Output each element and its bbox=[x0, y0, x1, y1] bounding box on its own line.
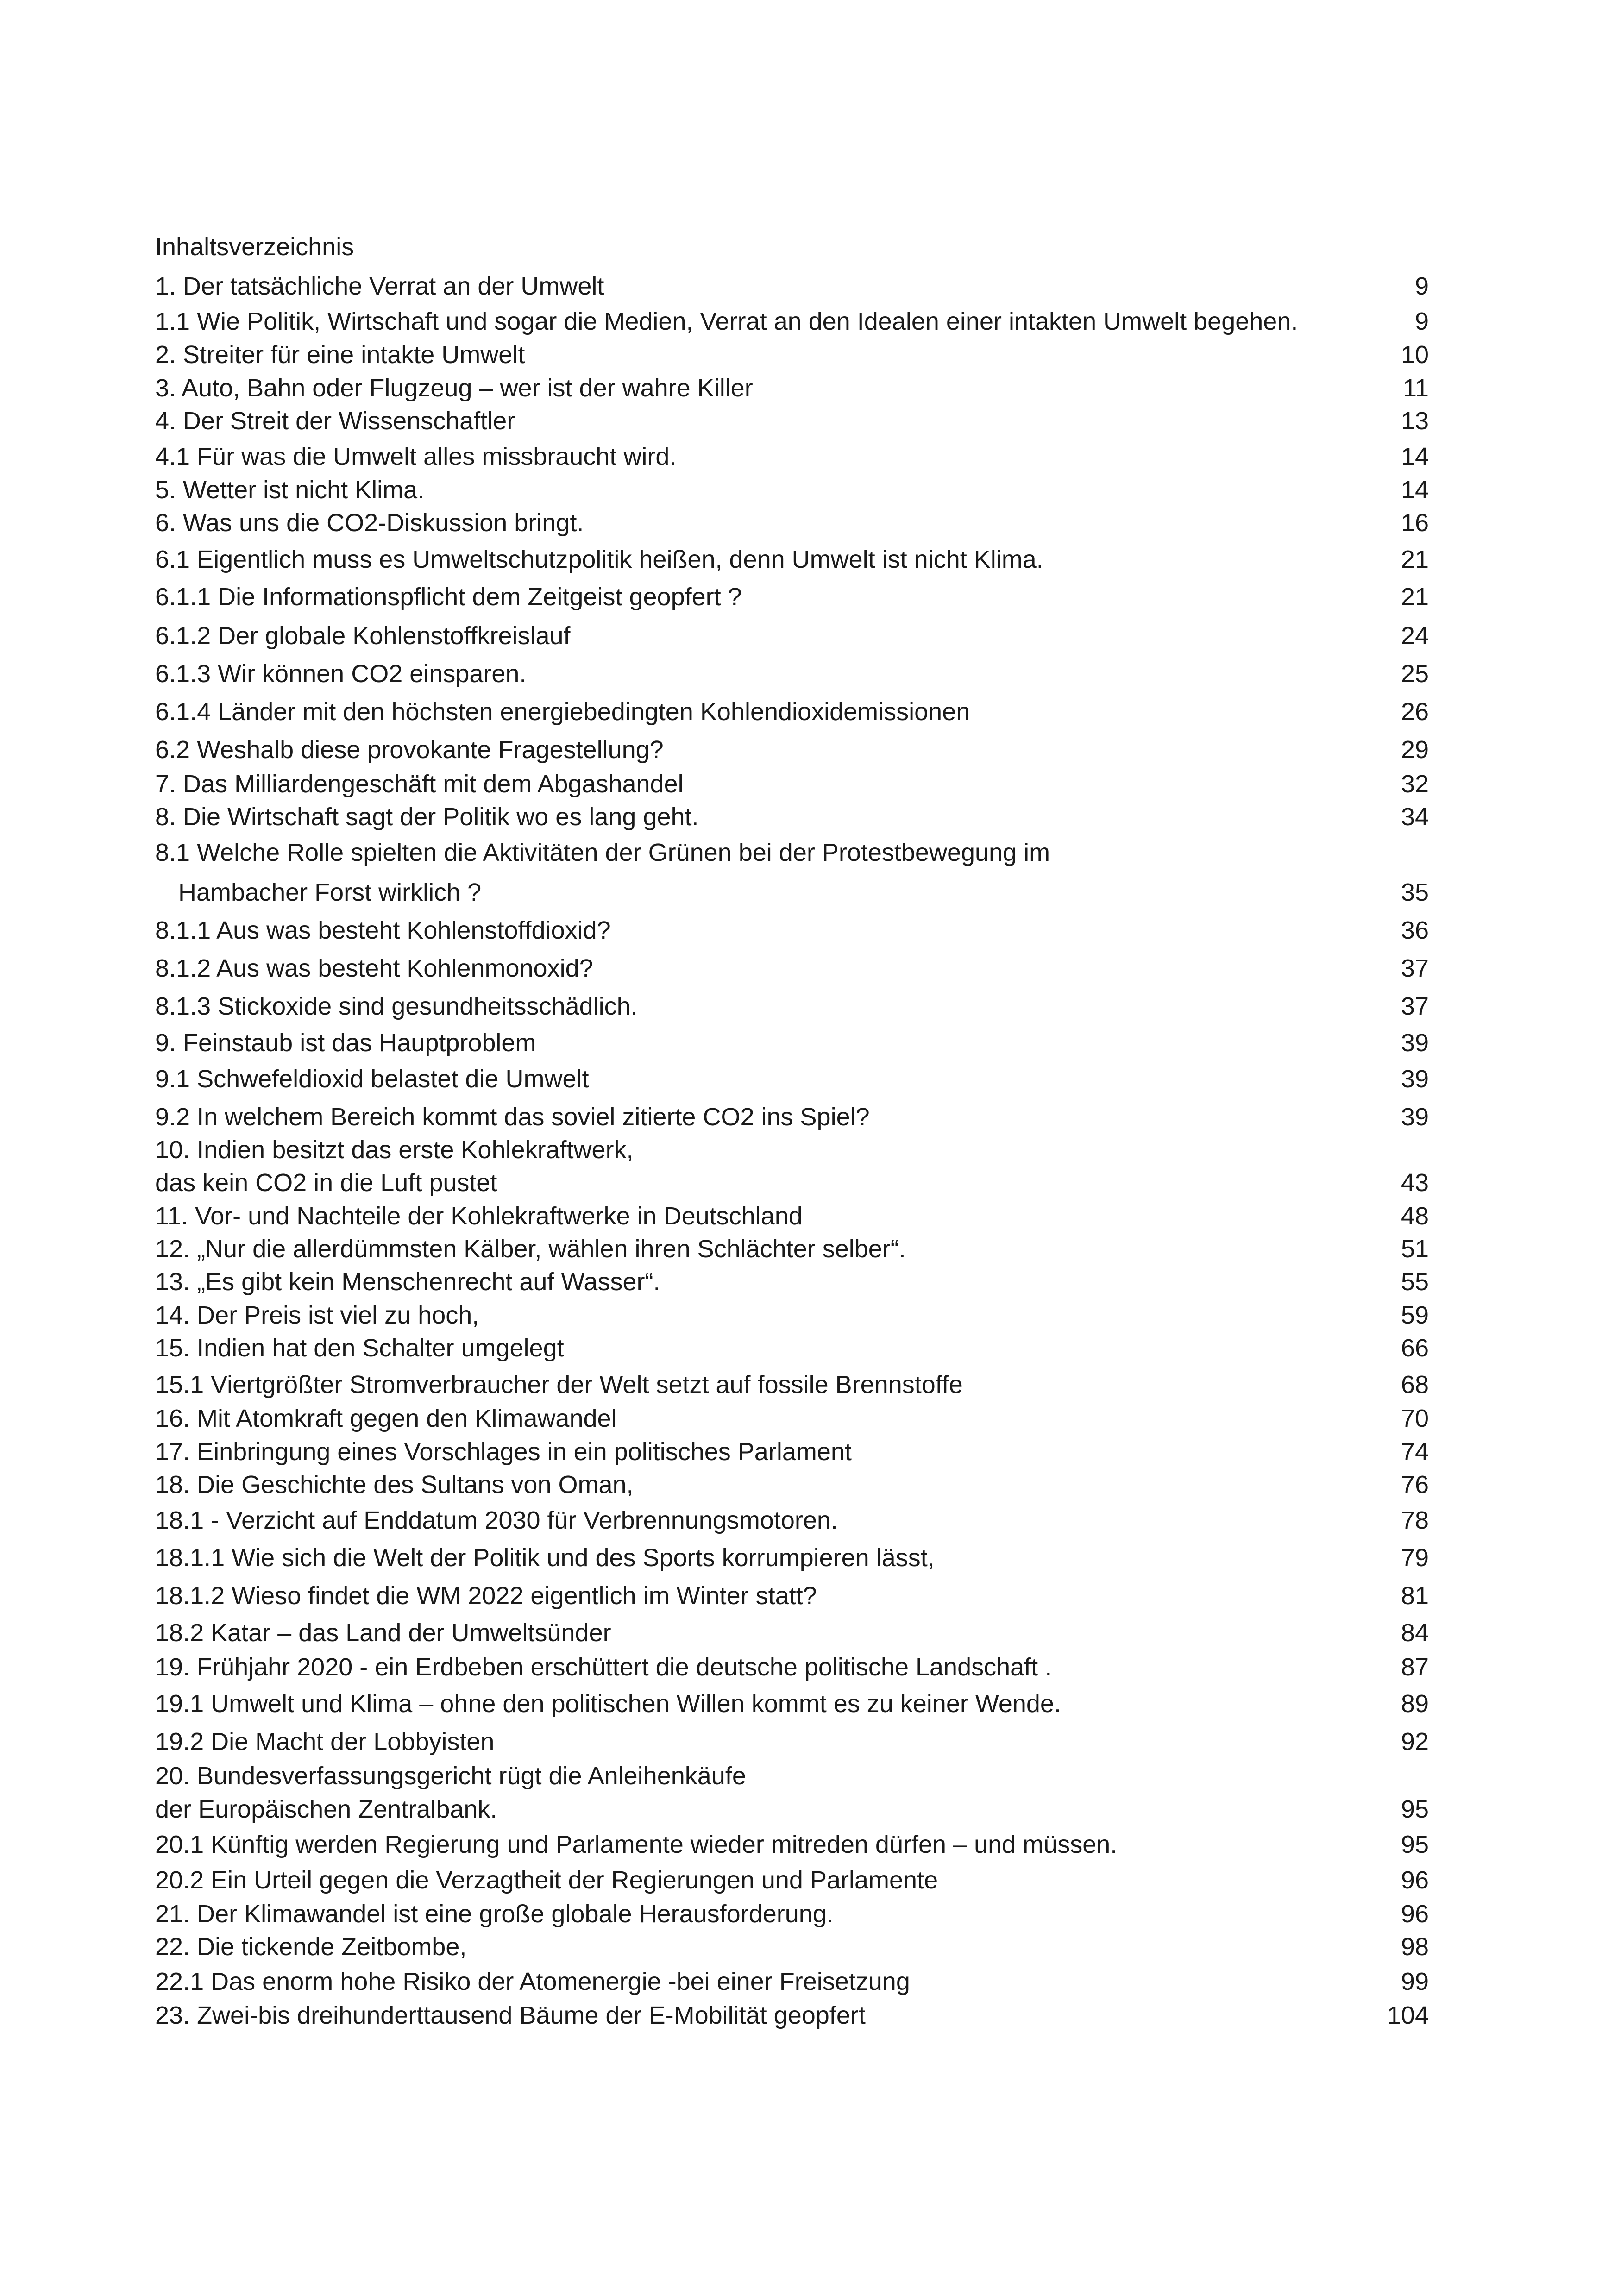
toc-entry-title: 19. Frühjahr 2020 - ein Erdbeben erschüttert die deutsche politische Landschaft . bbox=[155, 1653, 1052, 1681]
toc-entry-page: 84 bbox=[1401, 1619, 1429, 1647]
toc-entry-page: 11 bbox=[1402, 374, 1429, 402]
toc-entry-page: 29 bbox=[1401, 736, 1429, 764]
toc-entry bbox=[155, 1760, 1429, 1792]
toc-entry bbox=[155, 1436, 1429, 1468]
toc-entry-page: 99 bbox=[1401, 1968, 1429, 1995]
toc-entry bbox=[155, 734, 1429, 766]
toc-entry-page: 66 bbox=[1401, 1334, 1429, 1362]
toc-entry-page: 39 bbox=[1401, 1065, 1429, 1093]
toc-entry bbox=[155, 1542, 1429, 1574]
toc-entry-title: 14. Der Preis ist viel zu hoch, bbox=[155, 1301, 479, 1329]
toc-entry-page: 74 bbox=[1401, 1438, 1429, 1466]
toc-entry-page: 37 bbox=[1401, 954, 1429, 982]
toc-entry-page: 26 bbox=[1401, 698, 1429, 726]
toc-entry-title: 19.1 Umwelt und Klima – ohne den politischen Willen kommt es zu keiner Wende. bbox=[155, 1690, 1061, 1718]
toc-entry-title: 10. Indien besitzt das erste Kohlekraftwerk, bbox=[155, 1136, 634, 1164]
toc-entry-title: 8.1.2 Aus was besteht Kohlenmonoxid? bbox=[155, 954, 593, 982]
toc-entry-page: 87 bbox=[1401, 1653, 1429, 1681]
toc-entry bbox=[155, 474, 1429, 506]
toc-entry-title: 23. Zwei-bis dreihunderttausend Bäume der E-Mobilität geopfert bbox=[155, 2001, 866, 2029]
toc-entry bbox=[155, 405, 1429, 437]
toc-entry-page: 32 bbox=[1401, 770, 1429, 798]
toc-entry-page: 43 bbox=[1401, 1169, 1429, 1197]
toc-entry bbox=[155, 581, 1429, 613]
toc-entry-page: 34 bbox=[1401, 803, 1429, 831]
toc-entry bbox=[155, 339, 1429, 371]
toc-entry bbox=[155, 1299, 1429, 1331]
toc-entry bbox=[155, 1617, 1429, 1649]
toc-entry bbox=[155, 1063, 1429, 1095]
toc-entry bbox=[155, 1580, 1429, 1612]
table-of-contents bbox=[155, 231, 1429, 2083]
toc-entry-title: 9.2 In welchem Bereich kommt das soviel zitierte CO2 ins Spiel? bbox=[155, 1103, 870, 1131]
toc-entry bbox=[155, 1233, 1429, 1265]
toc-entry-title: das kein CO2 in die Luft pustet bbox=[155, 1169, 497, 1197]
toc-entry bbox=[155, 1965, 1429, 1998]
toc-entry-title: 15. Indien hat den Schalter umgelegt bbox=[155, 1334, 564, 1362]
toc-entry-title: 22.1 Das enorm hohe Risiko der Atomenergie -bei einer Freisetzung bbox=[155, 1968, 910, 1995]
toc-entry bbox=[155, 876, 1429, 909]
toc-entry bbox=[155, 1134, 1429, 1166]
toc-entry bbox=[155, 658, 1429, 690]
toc-entry-page: 13 bbox=[1401, 407, 1429, 435]
toc-entry-title: 15.1 Viertgrößter Stromverbraucher der Welt setzt auf fossile Brennstoffe bbox=[155, 1371, 963, 1399]
toc-entry-title: der Europäischen Zentralbank. bbox=[155, 1795, 497, 1823]
toc-entry-page: 14 bbox=[1401, 476, 1429, 504]
toc-entry-title: 4. Der Streit der Wissenschaftler bbox=[155, 407, 515, 435]
toc-entry bbox=[155, 1931, 1429, 1963]
toc-entry bbox=[155, 1402, 1429, 1435]
toc-entry-page: 96 bbox=[1401, 1900, 1429, 1928]
toc-entry-title: 6. Was uns die CO2-Diskussion bringt. bbox=[155, 509, 584, 537]
toc-entry-title: 11. Vor- und Nachteile der Kohlekraftwerke in Deutschland bbox=[155, 1202, 803, 1230]
toc-entry-title: 16. Mit Atomkraft gegen den Klimawandel bbox=[155, 1405, 617, 1432]
toc-entry bbox=[155, 768, 1429, 800]
toc-entry bbox=[155, 1332, 1429, 1364]
toc-entry bbox=[155, 696, 1429, 728]
toc-entry bbox=[155, 305, 1429, 338]
toc-entry-title: 18.1.2 Wieso findet die WM 2022 eigentlich im Winter statt? bbox=[155, 1582, 817, 1610]
toc-entry-page: 68 bbox=[1401, 1371, 1429, 1399]
toc-entry-title: 2. Streiter für eine intakte Umwelt bbox=[155, 341, 525, 369]
toc-entry-title: 17. Einbringung eines Vorschlages in ein politisches Parlament bbox=[155, 1438, 852, 1466]
toc-entry-page: 79 bbox=[1401, 1544, 1429, 1572]
toc-entry-page: 81 bbox=[1401, 1582, 1429, 1610]
toc-entry bbox=[155, 1651, 1429, 1683]
toc-entry-page: 24 bbox=[1401, 622, 1429, 650]
toc-entry bbox=[155, 1200, 1429, 1232]
toc-entry bbox=[155, 440, 1429, 473]
toc-entry-title: 18.1.1 Wie sich die Welt der Politik und des Sports korrumpieren lässt, bbox=[155, 1544, 935, 1572]
toc-entry bbox=[155, 270, 1429, 302]
toc-entry-title: 20.2 Ein Urteil gegen die Verzagtheit der Regierungen und Parlamente bbox=[155, 1866, 938, 1894]
toc-entry bbox=[155, 990, 1429, 1023]
toc-entry-title: 8.1.1 Aus was besteht Kohlenstoffdioxid? bbox=[155, 916, 611, 944]
toc-entry bbox=[155, 1027, 1429, 1059]
toc-entry-page: 35 bbox=[1401, 878, 1429, 906]
toc-entry-page: 37 bbox=[1401, 992, 1429, 1020]
toc-entry-page: 70 bbox=[1401, 1405, 1429, 1432]
toc-entry-page: 39 bbox=[1401, 1103, 1429, 1131]
toc-entry-title: 6.1.1 Die Informationspflicht dem Zeitgeist geopfert ? bbox=[155, 583, 742, 611]
toc-entry-title: 6.1.3 Wir können CO2 einsparen. bbox=[155, 660, 527, 688]
toc-entry-title: 3. Auto, Bahn oder Flugzeug – wer ist der wahre Killer bbox=[155, 374, 753, 402]
toc-entry bbox=[155, 543, 1429, 576]
toc-entry-title: 1. Der tatsächliche Verrat an der Umwelt bbox=[155, 272, 604, 300]
toc-entry-page: 78 bbox=[1401, 1506, 1429, 1534]
toc-entry-title: 1.1 Wie Politik, Wirtschaft und sogar die Medien, Verrat an den Idealen einer intakten Umwelt begehen. bbox=[155, 307, 1298, 335]
toc-entry-page: 95 bbox=[1401, 1831, 1429, 1858]
toc-entry bbox=[155, 1468, 1429, 1501]
toc-entry bbox=[155, 801, 1429, 833]
toc-entry bbox=[155, 1999, 1429, 2032]
toc-entry-title: 7. Das Milliardengeschäft mit dem Abgashandel bbox=[155, 770, 684, 798]
toc-entry-page: 36 bbox=[1401, 916, 1429, 944]
toc-entry-page: 76 bbox=[1401, 1471, 1429, 1499]
toc-entry-title: 6.1.2 Der globale Kohlenstoffkreislauf bbox=[155, 622, 571, 650]
toc-entry-page: 25 bbox=[1401, 660, 1429, 688]
toc-entry-title: 9. Feinstaub ist das Hauptproblem bbox=[155, 1029, 536, 1057]
toc-entry-title: 6.1.4 Länder mit den höchsten energiebedingten Kohlendioxidemissionen bbox=[155, 698, 970, 726]
toc-entry bbox=[155, 507, 1429, 539]
toc-entry-title: 19.2 Die Macht der Lobbyisten bbox=[155, 1728, 495, 1756]
toc-entry bbox=[155, 1504, 1429, 1537]
toc-entry bbox=[155, 1864, 1429, 1896]
toc-entry-title: Hambacher Forst wirklich ? bbox=[178, 878, 482, 906]
toc-entry-title: 12. „Nur die allerdümmsten Kälber, wählen ihren Schlächter selber“. bbox=[155, 1235, 906, 1263]
toc-entry bbox=[155, 1101, 1429, 1133]
toc-entry bbox=[155, 372, 1429, 404]
toc-entry-title: 4.1 Für was die Umwelt alles missbraucht wird. bbox=[155, 443, 677, 470]
toc-entry-page: 14 bbox=[1401, 443, 1429, 470]
toc-entry bbox=[155, 836, 1429, 869]
toc-entry-page: 10 bbox=[1401, 341, 1429, 369]
toc-entry-page: 98 bbox=[1401, 1933, 1429, 1961]
toc-entry-title: 8. Die Wirtschaft sagt der Politik wo es lang geht. bbox=[155, 803, 699, 831]
toc-entry-title: 13. „Es gibt kein Menschenrecht auf Wasser“. bbox=[155, 1268, 660, 1296]
toc-entry-title: 20.1 Künftig werden Regierung und Parlamente wieder mitreden dürfen – und müssen. bbox=[155, 1831, 1118, 1858]
toc-entry bbox=[155, 1828, 1429, 1861]
toc-entry-title: 20. Bundesverfassungsgericht rügt die Anleihenkäufe bbox=[155, 1762, 746, 1790]
toc-entry-title: 8.1 Welche Rolle spielten die Aktivitäten der Grünen bei der Protestbewegung im bbox=[155, 839, 1050, 866]
toc-entry-title: 21. Der Klimawandel ist eine große globale Herausforderung. bbox=[155, 1900, 834, 1928]
toc-entry-page: 59 bbox=[1401, 1301, 1429, 1329]
toc-entry bbox=[155, 1266, 1429, 1298]
toc-entry-page: 95 bbox=[1401, 1795, 1429, 1823]
toc-entry-page: 39 bbox=[1401, 1029, 1429, 1057]
toc-entry-page: 51 bbox=[1401, 1235, 1429, 1263]
toc-entry-page: 92 bbox=[1401, 1728, 1429, 1756]
toc-entry-title: 18.1 - Verzicht auf Enddatum 2030 für Verbrennungsmotoren. bbox=[155, 1506, 838, 1534]
toc-entry-page: 9 bbox=[1414, 272, 1429, 300]
toc-entry-page: 48 bbox=[1401, 1202, 1429, 1230]
toc-entry-title: 9.1 Schwefeldioxid belastet die Umwelt bbox=[155, 1065, 589, 1093]
toc-entry bbox=[155, 1167, 1429, 1199]
toc-entry-title: 6.2 Weshalb diese provokante Fragestellung? bbox=[155, 736, 664, 764]
toc-entry bbox=[155, 914, 1429, 947]
toc-entry-title: 8.1.3 Stickoxide sind gesundheitsschädlich. bbox=[155, 992, 638, 1020]
toc-entry bbox=[155, 620, 1429, 652]
toc-entry-title: 6.1 Eigentlich muss es Umweltschutzpolitik heißen, denn Umwelt ist nicht Klima. bbox=[155, 546, 1043, 573]
toc-entry bbox=[155, 1725, 1429, 1758]
toc-entry-page: 16 bbox=[1401, 509, 1429, 537]
toc-entry-page: 9 bbox=[1414, 307, 1429, 335]
toc-entry bbox=[155, 1898, 1429, 1930]
toc-entry bbox=[155, 952, 1429, 985]
toc-entry-title: 5. Wetter ist nicht Klima. bbox=[155, 476, 425, 504]
toc-entry-page: 104 bbox=[1387, 2001, 1429, 2029]
toc-entry bbox=[155, 1687, 1429, 1720]
toc-entry bbox=[155, 1793, 1429, 1826]
toc-entry-page: 21 bbox=[1401, 546, 1429, 573]
toc-entry-page: 21 bbox=[1401, 583, 1429, 611]
toc-entry bbox=[155, 1368, 1429, 1401]
toc-entry-page: 55 bbox=[1401, 1268, 1429, 1296]
toc-entry-title: 18.2 Katar – das Land der Umweltsünder bbox=[155, 1619, 611, 1647]
toc-entry-title: 22. Die tickende Zeitbombe, bbox=[155, 1933, 467, 1961]
toc-entry-page: 96 bbox=[1401, 1866, 1429, 1894]
toc-entry-title: 18. Die Geschichte des Sultans von Oman, bbox=[155, 1471, 634, 1499]
toc-heading: Inhaltsverzeichnis bbox=[155, 233, 354, 261]
toc-entry-page: 89 bbox=[1401, 1690, 1429, 1718]
